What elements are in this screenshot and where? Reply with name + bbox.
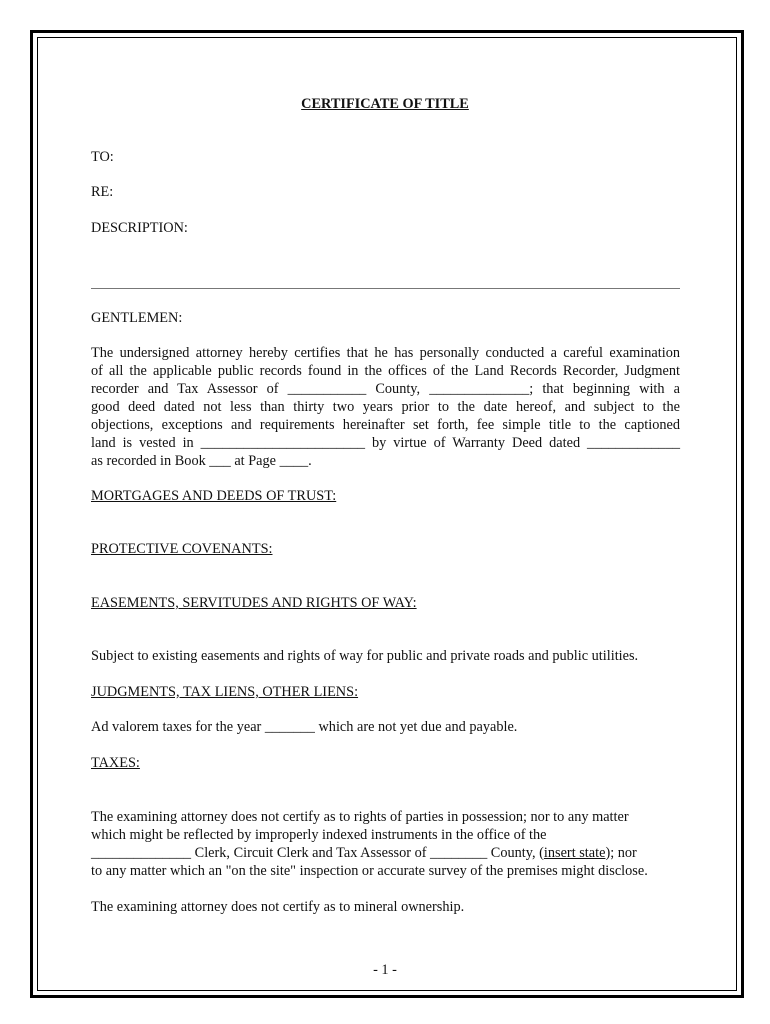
to-label: TO: [91, 149, 114, 165]
mortgages-heading: MORTGAGES AND DEEDS OF TRUST: [91, 488, 337, 504]
certification-line: good deed dated not less than thirty two years prior to the date hereof, and subject to the [91, 399, 680, 415]
mineral-text: The examining attorney does not certify as to mineral ownership. [91, 899, 465, 915]
taxes-heading: TAXES: [91, 755, 140, 771]
insert-state-placeholder: insert state [543, 845, 606, 861]
disclaimer-line: to any matter which an "on the site" inspection or accurate survey of the premises might disclose. [91, 863, 648, 879]
covenants-heading: PROTECTIVE COVENANTS: [91, 541, 273, 557]
certification-line: of all the applicable public records found in the offices of the Land Records Recorder, Judgment [91, 363, 680, 379]
certification-line: recorder and Tax Assessor of ___________ County, ______________; that beginning with a [91, 381, 680, 397]
disclaimer-paragraph [91, 808, 680, 880]
page-number: - 1 - [373, 962, 397, 978]
disclaimer-line-text: ______________ Clerk, Circuit Clerk and Tax Assessor of ________ County, ( [91, 845, 544, 861]
salutation: GENTLEMEN: [91, 310, 183, 326]
certification-line: objections, exceptions and requirements hereinafter set forth, fee simple title to the captioned [91, 417, 680, 433]
separator-line [91, 288, 680, 289]
disclaimer-line: which might be reflected by improperly indexed instruments in the office of the [91, 827, 547, 843]
certification-paragraph [91, 344, 680, 470]
judgments-heading: JUDGMENTS, TAX LIENS, OTHER LIENS: [91, 684, 359, 700]
easements-text: Subject to existing easements and rights of way for public and private roads and public utilities. [91, 648, 639, 664]
description-label: DESCRIPTION: [91, 220, 188, 236]
re-label: RE: [91, 184, 114, 200]
disclaimer-line-text: ); nor [605, 845, 637, 861]
certification-line: land is vested in _______________________ by virtue of Warranty Deed dated _____________ [91, 435, 680, 451]
disclaimer-line: The examining attorney does not certify as to rights of parties in possession; nor to any matter [91, 809, 629, 825]
certification-line: as recorded in Book ___ at Page ____. [91, 453, 312, 469]
disclaimer-line [91, 844, 680, 862]
document-title: CERTIFICATE OF TITLE [301, 96, 469, 112]
easements-heading: EASEMENTS, SERVITUDES AND RIGHTS OF WAY: [91, 595, 417, 611]
judgments-text: Ad valorem taxes for the year _______ which are not yet due and payable. [91, 719, 518, 735]
certification-line: The undersigned attorney hereby certifies that he has personally conducted a careful examination [91, 345, 680, 361]
